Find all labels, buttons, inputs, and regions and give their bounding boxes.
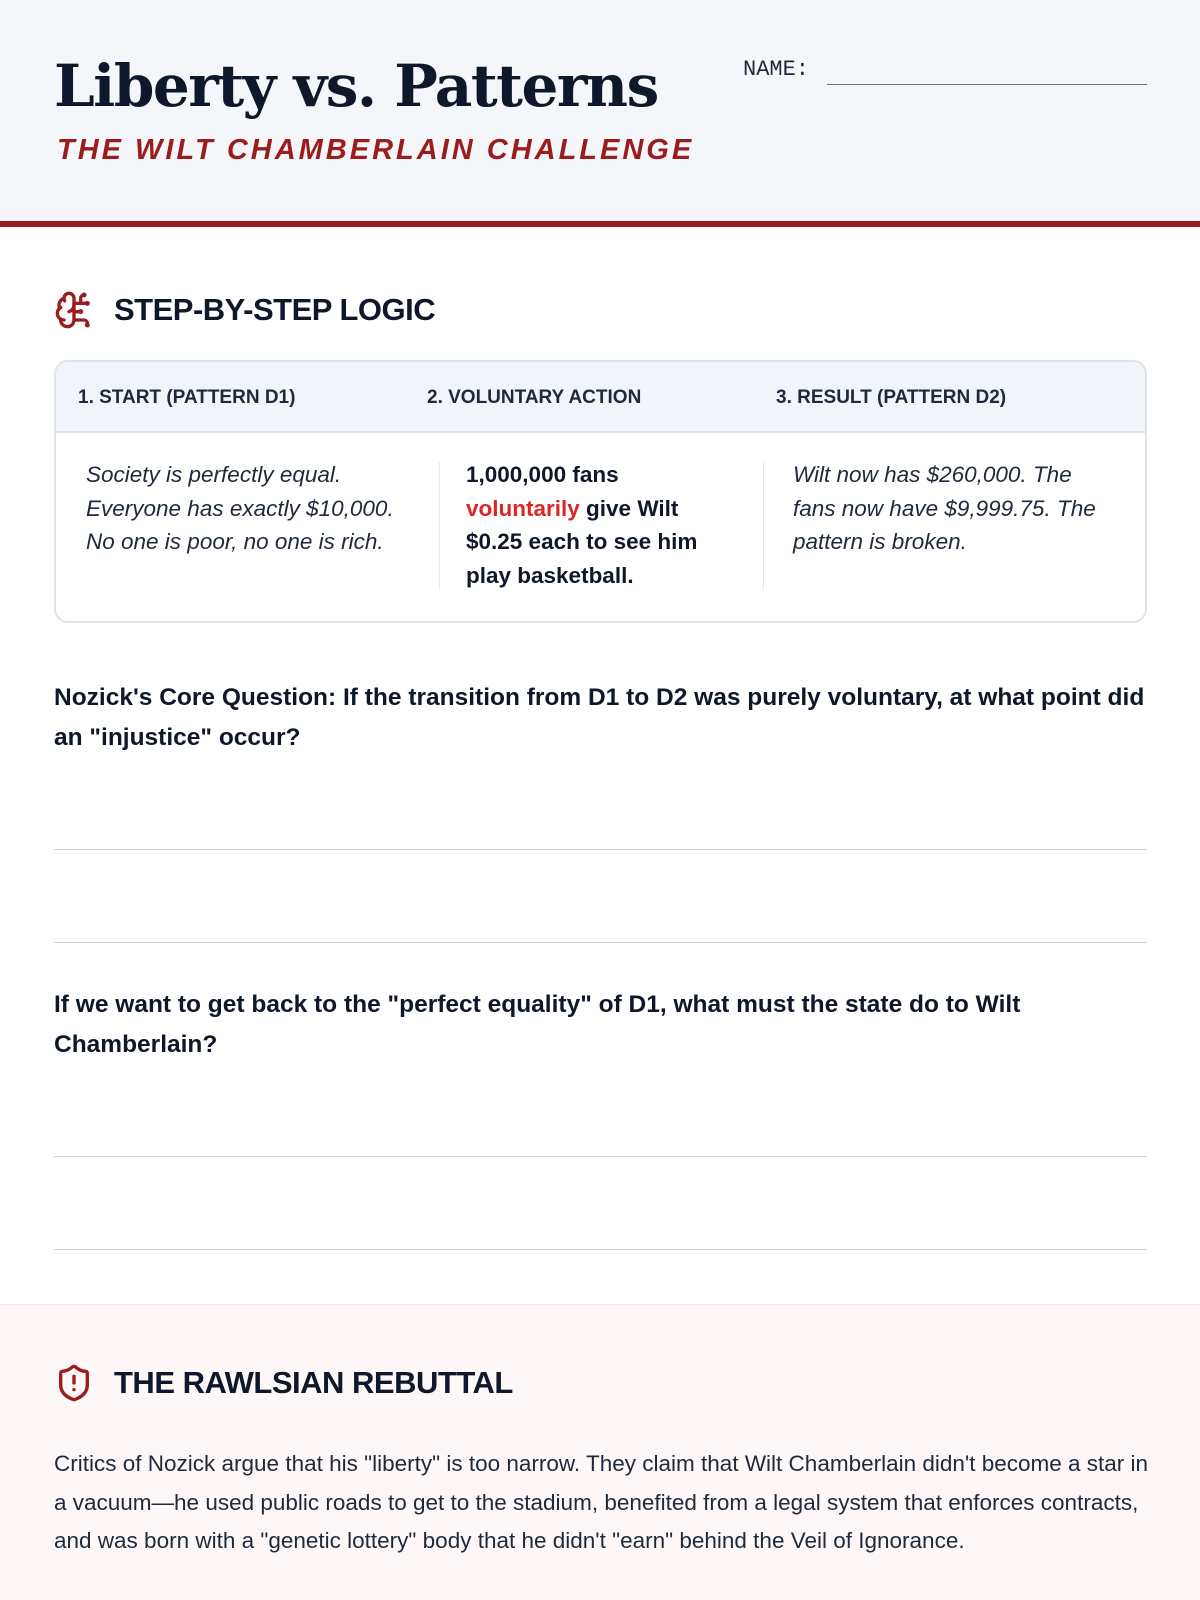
question-1: Nozick's Core Question: If the transition from D1 to D2 was purely voluntary, at what point did an "injustice" occur?	[54, 684, 1145, 751]
logic-section-heading	[54, 290, 435, 330]
cell-action-accent: voluntarily	[466, 495, 580, 521]
column-divider	[763, 462, 764, 590]
answer-line-q2-2[interactable]	[54, 1249, 1147, 1250]
page-title: Liberty vs. Patterns	[54, 52, 658, 120]
cell-action	[466, 458, 736, 592]
cell-action-before: 1,000,000 fans	[466, 462, 619, 487]
logic-section-title: STEP-BY-STEP LOGIC	[114, 292, 436, 327]
column-header-action: 2. VOLUNTARY ACTION	[427, 387, 642, 408]
page-subtitle: THE WILT CHAMBERLAIN CHALLENGE	[57, 134, 695, 166]
rebuttal-section-heading	[54, 1363, 513, 1403]
name-field[interactable]	[827, 84, 1147, 85]
name-label: NAME:	[743, 57, 810, 82]
column-divider	[439, 462, 440, 590]
cell-start: Society is perfectly equal. Everyone has exactly $10,000. No one is poor, no one is rich.	[86, 462, 394, 554]
cell-action-after: give Wilt $0.25 each to see him play basketball.	[466, 495, 698, 588]
answer-line-q2-1[interactable]	[54, 1156, 1147, 1157]
logic-table-header	[56, 362, 1145, 433]
rebuttal-section-title: THE RAWLSIAN REBUTTAL	[114, 1365, 513, 1400]
rebuttal-body: Critics of Nozick argue that his "liberty" is too narrow. They claim that Wilt Chamberlain didn't become a star in a vacuum—he used public roads to get to the stadium, benefited from a legal system that enforces contracts, and was born with a "genetic lottery" body that he didn't "earn" behind the Veil of Ignorance.	[54, 1451, 1149, 1553]
shield-alert-icon	[54, 1363, 94, 1403]
question-2: If we want to get back to the "perfect equality" of D1, what must the state do to Wilt Chamberlain?	[54, 991, 1021, 1058]
cell-result: Wilt now has $260,000. The fans now have $9,999.75. The pattern is broken.	[793, 462, 1096, 554]
answer-line-q1-1[interactable]	[54, 849, 1147, 850]
brain-icon	[54, 290, 94, 330]
column-header-start: 1. START (PATTERN D1)	[78, 387, 296, 408]
answer-line-q1-2[interactable]	[54, 942, 1147, 943]
logic-table	[54, 360, 1147, 623]
worksheet-header	[0, 0, 1200, 227]
column-header-result: 3. RESULT (PATTERN D2)	[776, 387, 1007, 408]
